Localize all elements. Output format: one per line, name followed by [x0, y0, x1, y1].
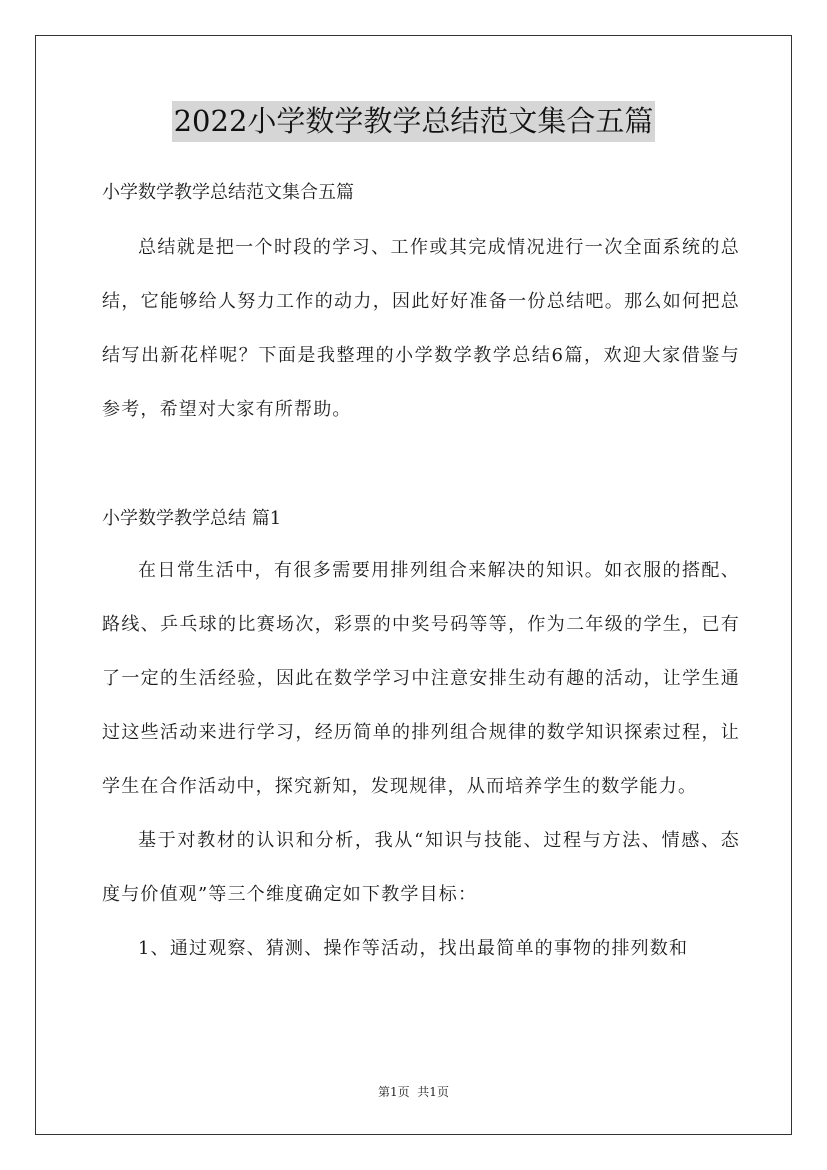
body-paragraph: 基于对教材的认识和分析，我从“知识与技能、过程与方法、情感、态度与价值观”等三个维度确定如下教学目标：	[102, 830, 740, 905]
title-container	[0, 101, 827, 142]
document-title: 2022小学数学教学总结范文集合五篇	[172, 101, 656, 142]
section-heading: 小学数学教学总结 篇1	[102, 508, 282, 529]
document-subtitle: 小学数学教学总结范文集合五篇	[102, 182, 354, 203]
intro-paragraph: 总结就是把一个时段的学习、工作或其完成情况进行一次全面系统的总结，它能够给人努力工作的动力，因此好好准备一份总结吧。那么如何把总结写出新花样呢？下面是我整理的小学数学教学总结6篇，欢迎大家借鉴与参考，希望对大家有所帮助。	[102, 237, 740, 420]
page-footer: 第1页 共1页	[378, 1085, 449, 1099]
body-paragraph: 1、通过观察、猜测、操作等活动，找出最简单的事物的排列数和	[138, 938, 689, 959]
section-body	[102, 544, 740, 976]
body-paragraph: 在日常生活中，有很多需要用排列组合来解决的知识。如衣服的搭配、路线、乒乓球的比赛场次，彩票的中奖号码等等，作为二年级的学生，已有了一定的生活经验，因此在数学学习中注意安排生动有趣的活动，让学生通过这些活动来进行学习，经历简单的排列组合规律的数学知识探索过程，让学生在合作活动中，探究新知，发现规律，从而培养学生的数学能力。	[102, 560, 740, 797]
